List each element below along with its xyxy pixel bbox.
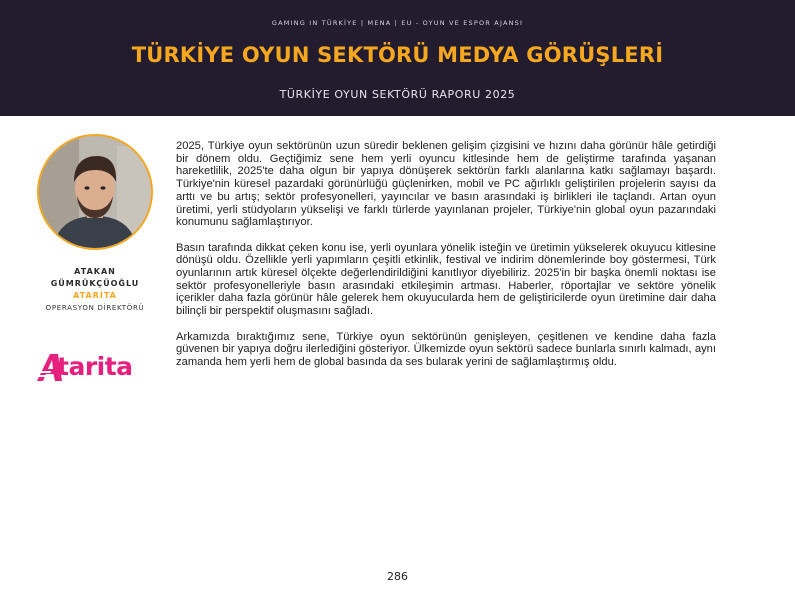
- page-title: TÜRKİYE OYUN SEKTÖRÜ MEDYA GÖRÜŞLERİ: [131, 43, 664, 67]
- header-subtitle: TÜRKİYE OYUN SEKTÖRÜ RAPORU 2025: [279, 88, 516, 101]
- person-first-name: ATAKAN: [74, 267, 116, 276]
- person-photo-icon: [39, 136, 151, 248]
- person-name: [20, 266, 170, 290]
- header-kicker: GAMING IN TÜRKİYE | MENA | EU - OYUN VE ESPOR AJANSI: [271, 19, 524, 27]
- article-body: [176, 140, 716, 381]
- person-company: ATARİTA: [73, 291, 117, 300]
- atarita-logo-text: tarita: [57, 352, 133, 381]
- atarita-logo: [36, 350, 156, 384]
- avatar: [37, 134, 153, 250]
- person-role: OPERASYON DİREKTÖRÜ: [45, 304, 145, 312]
- page-header: [0, 0, 795, 116]
- article-paragraph: Arkamızda bıraktığımız sene, Türkiye oyun sektörünün genişleyen, çeşitlenen ve kendine daha fazla güvenen bir yapıya doğru ilerlediğini gösteriyor. Ülkemizde oyun sektörü sadece bunlarla sınırlı kalmadı, aynı zamanda hem yerli hem de global basında da ses bularak yerini de sağlamlaştırmış oldu.: [176, 330, 716, 368]
- page-number: 286: [387, 570, 408, 583]
- article-paragraph: 2025, Türkiye oyun sektörünün uzun süredir beklenen gelişim çizgisini ve hızını daha görünür hâle getirdiği bir dönem oldu. Geçtiğimiz sene hem yerli oyuncu kitlesinde hem de geliştirme tarafında yaşanan hareketlilik, 2025'te daha olgun bir yapıya dönüşerek sektörün farklı alanlarına katkı sağlamayı başardı. Türkiye'nin küresel pazardaki görünürlüğü güçlenirken, mobil ve PC ağırlıklı geliştirilen projelerin sayısı da arttı ve bu artış; sektör profesyonelleri, yayıncılar ve basın arasındaki iş birlikleri ile taçlandı. Artan oyun üretimi, yerli stüdyoların yükselişi ve farklı türlerde yayınlanan projeler, Türkiye'nin global oyun pazarındaki konumunu sağlamlaştırıyor.: [176, 140, 716, 229]
- person-last-name: GÜMRÜKÇÜOĞLU: [50, 279, 140, 288]
- article-paragraph: Basın tarafında dikkat çeken konu ise, yerli oyunlara yönelik isteğin ve üretimin yükselerek okuyucu kitlesine dönüşü oldu. Özellikle yerli yapımların çeşitli etkinlik, festival ve indirim dönemlerinde boy göstermesi, Türk oyunlarının artık küresel ölçekte değerlendirildiğini kanıtlıyor diyebiliriz. 2025'in bir başka önemli noktası ise sektör profesyonelleriyle basın arasındaki etkileşimin artması. Haberler, röportajlar ve sektöre yönelik içerikler daha fazla görünür hâle gelerek hem okuyucularda hem de geliştiricilerde oyun üretimine dair daha bilinçli bir perspektif oluşmasını sağladı.: [176, 241, 716, 318]
